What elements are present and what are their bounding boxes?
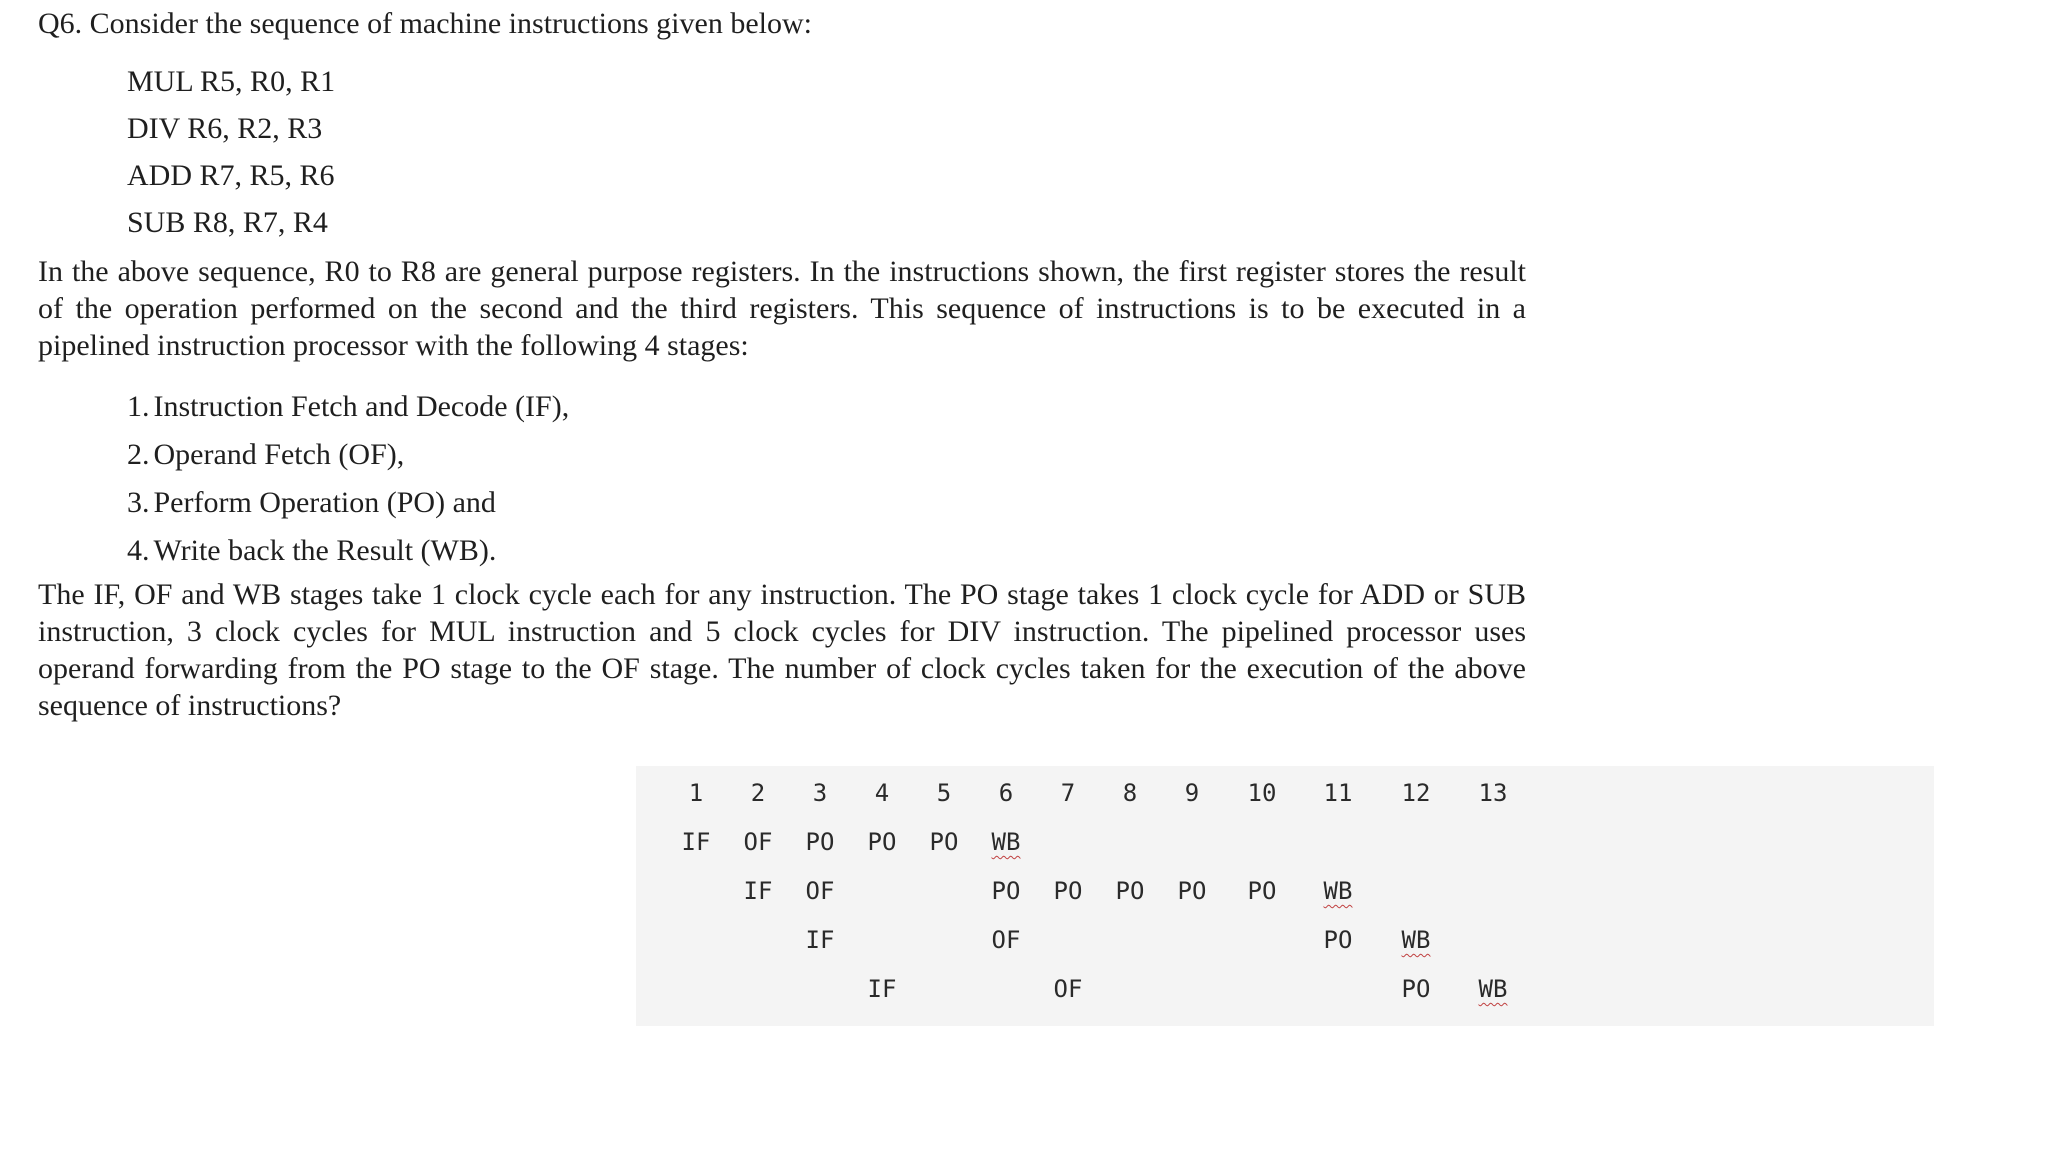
stage-number: 3.: [127, 486, 150, 519]
pipeline-stage-po: PO: [1401, 975, 1431, 1003]
pipeline-stage-wb: WB: [1401, 926, 1431, 954]
cycle-number-5: 5: [936, 779, 952, 807]
description-paragraph: In the above sequence, R0 to R8 are general purpose registers. In the instructions shown, the first register stores the result of the operation performed on the second and the third registers. This sequence of instructions is to be executed in a pipelined instruction processor with the following 4 stages:: [38, 255, 1526, 362]
cycle-number-2: 2: [750, 779, 766, 807]
cycle-number-7: 7: [1060, 779, 1076, 807]
cycle-number-10: 10: [1247, 779, 1277, 807]
stage-item: [127, 479, 569, 527]
stage-item: [127, 383, 569, 431]
pipeline-stage-of: OF: [743, 828, 773, 856]
instruction-item: DIV R6, R2, R3: [127, 112, 323, 145]
stage-number: 2.: [127, 438, 150, 471]
cycle-number-8: 8: [1122, 779, 1138, 807]
cycle-number-3: 3: [812, 779, 828, 807]
stage-number: 4.: [127, 534, 150, 567]
cycle-number-11: 11: [1323, 779, 1353, 807]
pipeline-stage-po: PO: [1323, 926, 1353, 954]
pipeline-stage-po: PO: [1247, 877, 1277, 905]
pipeline-stage-po: PO: [1053, 877, 1083, 905]
pipeline-stage-po: PO: [805, 828, 835, 856]
pipeline-stage-if: IF: [805, 926, 835, 954]
question-title: Q6. Consider the sequence of machine instructions given below:: [38, 7, 812, 40]
pipeline-stage-of: OF: [805, 877, 835, 905]
instruction-item: ADD R7, R5, R6: [127, 159, 335, 192]
pipeline-timing-diagram: [636, 766, 1934, 1026]
stage-label: Write back the Result (WB).: [153, 534, 497, 567]
stage-label: Instruction Fetch and Decode (IF),: [153, 390, 570, 423]
pipeline-stage-of: OF: [1053, 975, 1083, 1003]
stage-item: [127, 527, 569, 575]
cycle-number-9: 9: [1184, 779, 1200, 807]
pipeline-stage-po: PO: [929, 828, 959, 856]
pipeline-stage-wb: WB: [1323, 877, 1353, 905]
pipeline-stage-po: PO: [867, 828, 897, 856]
pipeline-stage-if: IF: [867, 975, 897, 1003]
pipeline-stage-po: PO: [1177, 877, 1207, 905]
cycle-number-13: 13: [1478, 779, 1508, 807]
instruction-item: SUB R8, R7, R4: [127, 206, 328, 239]
instruction-item: MUL R5, R0, R1: [127, 65, 336, 98]
stage-item: [127, 431, 569, 479]
pipeline-stage-wb: WB: [1478, 975, 1508, 1003]
timing-paragraph: The IF, OF and WB stages take 1 clock cycle each for any instruction. The PO stage takes 1 clock cycle for ADD or SUB instruction, 3 clock cycles for MUL instruction and 5 clock cycles for DIV instruction. The pipelined processor uses operand forwarding from the PO stage to the OF stage. The number of clock cycles taken for the execution of the above sequence of instructions?: [38, 578, 1526, 722]
stage-label: Perform Operation (PO) and: [153, 486, 496, 519]
instruction-list: [127, 58, 335, 246]
pipeline-stage-po: PO: [1115, 877, 1145, 905]
pipeline-stage-wb: WB: [991, 828, 1021, 856]
pipeline-stage-of: OF: [991, 926, 1021, 954]
pipeline-stage-po: PO: [991, 877, 1021, 905]
stage-label: Operand Fetch (OF),: [153, 438, 405, 471]
stage-number: 1.: [127, 390, 150, 423]
pipeline-stage-if: IF: [681, 828, 711, 856]
cycle-number-12: 12: [1401, 779, 1431, 807]
cycle-number-6: 6: [998, 779, 1014, 807]
cycle-number-4: 4: [874, 779, 890, 807]
cycle-number-1: 1: [688, 779, 704, 807]
stage-list: [127, 383, 569, 575]
pipeline-stage-if: IF: [743, 877, 773, 905]
